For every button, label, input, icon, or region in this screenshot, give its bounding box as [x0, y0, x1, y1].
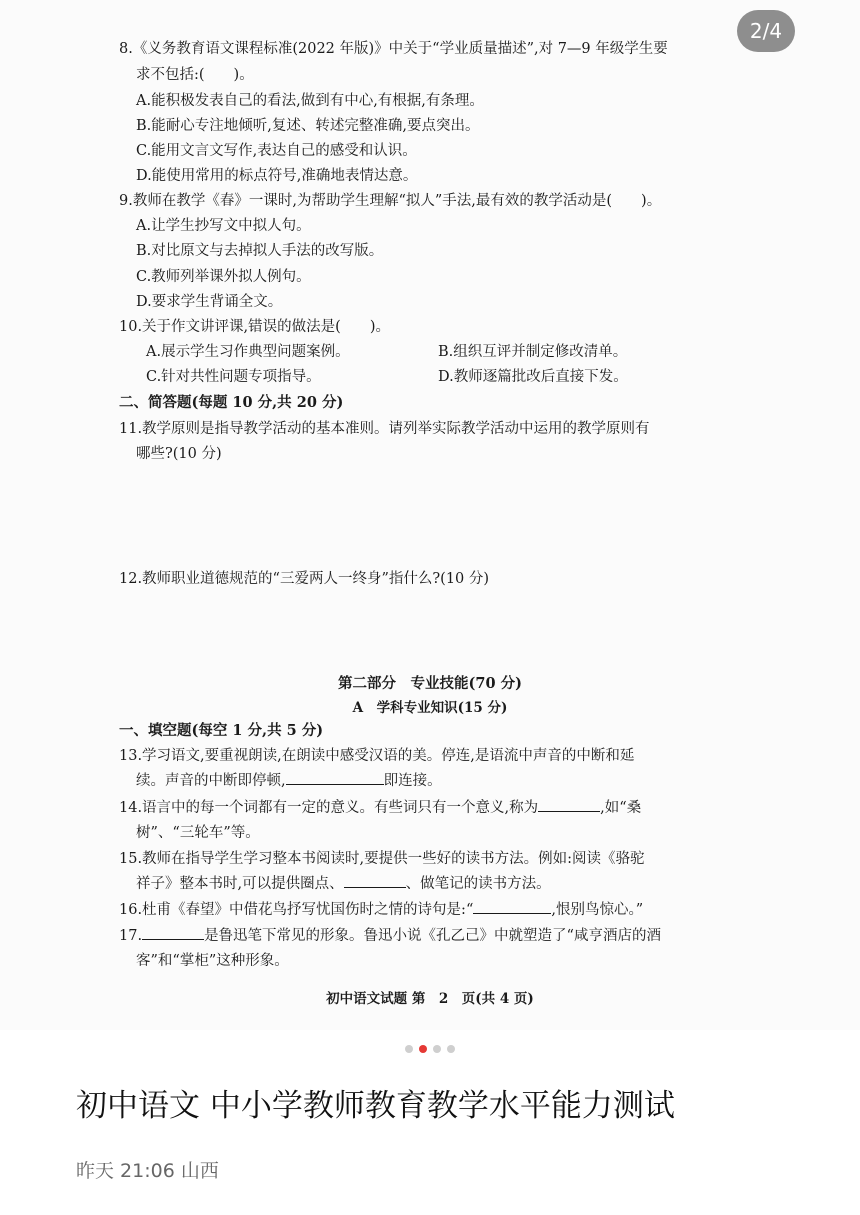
section-fill-blank: 一、填空题(每空 1 分,共 5 分) — [119, 722, 324, 739]
q17-text-a: 17. — [119, 928, 143, 944]
q16 — [119, 899, 643, 921]
q8-stem-line2: 求不包括:( )。 — [136, 67, 254, 83]
q14-line1 — [119, 797, 641, 819]
post-title: 初中语文 中小学教师教育教学水平能力测试 — [76, 1088, 675, 1124]
q13-blank[interactable] — [286, 770, 384, 785]
part2-title: 第二部分 专业技能(70 分) — [338, 675, 522, 692]
q14-blank[interactable] — [538, 797, 600, 812]
q12: 12.教师职业道德规范的“三爱两人一终身”指什么?(10 分) — [119, 571, 490, 587]
q17-line1 — [119, 925, 661, 947]
q10-option-c: C.针对共性问题专项指导。 — [146, 369, 321, 385]
q9-stem: 9.教师在教学《春》一课时,为帮助学生理解“拟人”手法,最有效的教学活动是( )。 — [119, 193, 662, 209]
pager-dot-2-active[interactable] — [419, 1045, 427, 1053]
q16-text-b: ,恨别鸟惊心。” — [551, 902, 644, 918]
image-counter: 2/4 — [737, 10, 795, 52]
q9-option-a: A.让学生抄写文中拟人句。 — [136, 218, 311, 234]
q15-text-b: 、做笔记的读书方法。 — [405, 876, 551, 892]
q13-line2 — [136, 770, 442, 792]
q8-option-c: C.能用文言文写作,表达自己的感受和认识。 — [136, 143, 417, 159]
q11-line2: 哪些?(10 分) — [136, 446, 222, 462]
post-meta: 昨天 21:06 山西 — [76, 1160, 219, 1182]
q16-text-a: 16.杜甫《春望》中借花鸟抒写忧国伤时之情的诗句是:“ — [119, 902, 474, 918]
pager-dot-4[interactable] — [447, 1045, 455, 1053]
q14-line2: 树”、“三轮车”等。 — [136, 825, 260, 841]
section-short-answer: 二、简答题(每题 10 分,共 20 分) — [119, 394, 344, 411]
q17-line2: 客”和“掌柜”这种形象。 — [136, 953, 289, 969]
q13-text-b: 即连接。 — [383, 773, 442, 789]
page-footer: 初中语文试题 第 2 页(共 4 页) — [326, 991, 534, 1007]
q11-line1: 11.教学原则是指导教学活动的基本准则。请列举实际教学活动中运用的教学原则有 — [119, 421, 650, 437]
q10-option-d: D.教师逐篇批改后直接下发。 — [438, 369, 628, 385]
q8-stem-line1: 8.《义务教育语文课程标准(2022 年版)》中关于“学业质量描述”,对 7—9 年级学生要 — [119, 41, 668, 57]
q16-blank[interactable] — [473, 899, 551, 914]
q9-option-b: B.对比原文与去掉拟人手法的改写版。 — [136, 243, 384, 259]
q8-option-a: A.能积极发表自己的看法,做到有中心,有根据,有条理。 — [136, 93, 484, 109]
q9-option-c: C.教师列举课外拟人例句。 — [136, 269, 311, 285]
q15-text-a: 祥子》整本书时,可以提供圈点、 — [136, 876, 344, 892]
q17-blank[interactable] — [142, 925, 204, 940]
q8-option-d: D.能使用常用的标点符号,准确地表情达意。 — [136, 168, 418, 184]
q14-text-b: ,如“桑 — [600, 800, 642, 816]
q10-option-a: A.展示学生习作典型问题案例。 — [146, 344, 350, 360]
pager-dot-3[interactable] — [433, 1045, 441, 1053]
q14-text-a: 14.语言中的每一个词都有一定的意义。有些词只有一个意义,称为 — [119, 800, 539, 816]
q8-option-b: B.能耐心专注地倾听,复述、转述完整准确,要点突出。 — [136, 118, 480, 134]
q15-line2 — [136, 873, 551, 895]
q10-option-b: B.组织互评并制定修改清单。 — [438, 344, 628, 360]
q9-option-d: D.要求学生背诵全文。 — [136, 294, 283, 310]
image-pager[interactable] — [0, 1045, 860, 1053]
q17-text-b: 是鲁迅笔下常见的形象。鲁迅小说《孔乙己》中就塑造了“咸亨酒店的酒 — [204, 928, 661, 944]
q15-line1: 15.教师在指导学生学习整本书阅读时,要提供一些好的读书方法。例如:阅读《骆驼 — [119, 851, 645, 867]
pager-dot-1[interactable] — [405, 1045, 413, 1053]
q15-blank[interactable] — [344, 873, 406, 888]
q10-stem: 10.关于作文讲评课,错误的做法是( )。 — [119, 319, 390, 335]
q13-text-a: 续。声音的中断即停顿, — [136, 773, 286, 789]
q13-line1: 13.学习语文,要重视朗读,在朗读中感受汉语的美。停连,是语流中声音的中断和延 — [119, 748, 635, 764]
part2-subtitle: A 学科专业知识(15 分) — [352, 700, 508, 716]
